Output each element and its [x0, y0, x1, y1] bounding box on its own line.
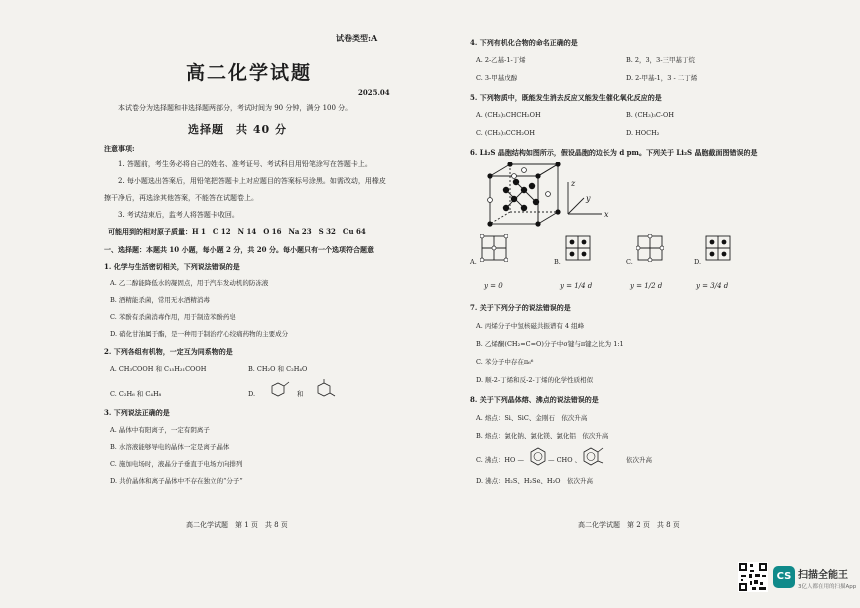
axis-y-label: y: [586, 194, 591, 203]
watermark-tagline: 3亿人都在用的扫描App: [798, 584, 857, 590]
q5-option-d: D. HOCH₂: [626, 129, 660, 137]
benzene-ring-icon: [580, 442, 610, 468]
part1-heading: 一、选择题：本题共 10 小题，每小题 2 分，共 20 分。每小题只有一个选项符合题意: [104, 245, 374, 254]
benzene-ring-icon: [528, 446, 548, 468]
q6-option-d: D.: [694, 258, 702, 266]
camscanner-logo-icon: CS: [773, 566, 795, 588]
note-3: 3. 考试结束后，监考人将答题卡收回。: [118, 211, 239, 219]
q6-option-a: A.: [470, 258, 477, 266]
benzene-ring-icon: [318, 383, 330, 396]
note-2: 2. 每小题选出答案后，用铅笔把答题卡上对应题目的答案标号涂黑。如需改动，用橡皮: [118, 177, 386, 185]
q6-d-caption: y = 3/4 d: [696, 282, 729, 290]
q8-c-cho: — CHO 、: [548, 456, 582, 464]
question-3: 3. 下列说法正确的是: [104, 408, 170, 417]
question-2: 2. 下列各组有机物，一定互为同系物的是: [104, 347, 233, 356]
note-1: 1. 答题前，考生务必将自己的姓名、准考证号、考试科目用铅笔涂写在答题卡上。: [118, 160, 372, 168]
q5-option-c: C. (CH₃)₃CCH₂OH: [476, 129, 536, 137]
atomic-masses: 可能用到的相对原子质量：H 1 C 12 N 14 O 16 Na 23 S 32 Cu 64: [108, 227, 366, 236]
q4-option-b: B. 2，3，3-三甲基丁烷: [626, 56, 696, 64]
q6-b-section: [564, 234, 592, 262]
question-4: 4. 下列有机化合物的命名正确的是: [470, 38, 578, 47]
page-footer: 高二化学试题 第 1 页 共 8 页: [186, 521, 288, 529]
page-2: [430, 0, 860, 608]
q6-a-caption: y = 0: [484, 282, 503, 290]
q1-option-b: B. 酒精能杀菌，常用无水酒精消毒: [110, 296, 210, 304]
axis-x-label: x: [604, 210, 609, 219]
q3-option-a: A. 晶体中有阳离子，一定有阴离子: [110, 426, 210, 434]
q7-option-c: C. 苯分子中存在π₆⁶: [476, 358, 534, 366]
q7-option-b: B. 乙烯酮(CH₂=C=O)分子中σ键与π键之比为 1:1: [476, 340, 624, 348]
notes-title: 注意事项:: [104, 144, 135, 153]
q6-b-caption: y = 1/4 d: [560, 282, 593, 290]
q8-option-b: B. 熔点：氯化钠、氯化镁、氯化铝 依次升高: [476, 432, 609, 440]
page-title: 高二化学试题: [186, 62, 313, 84]
q4-option-d: D. 2-甲基-1，3 - 二丁烯: [626, 74, 698, 82]
watermark-app-name: 扫描全能王: [798, 570, 848, 581]
q2-option-c: C. C₂H₆ 和 C₄H₈: [110, 390, 162, 398]
q8-c-suffix: 依次升高: [626, 456, 652, 464]
question-5: 5. 下列物质中，既能发生消去反应又能发生催化氧化反应的是: [470, 93, 662, 102]
q7-option-d: D. 顺-2-丁烯和反-2-丁烯的化学性质相似: [476, 376, 594, 384]
question-6: 6. Li₂S 晶胞结构如图所示，假设晶胞的边长为 d pm。下列关于 Li₂S 晶胞截面图错误的是: [470, 148, 758, 157]
q8-option-a: A. 熔点：Si、SiC、金刚石 依次升高: [476, 414, 588, 422]
note-2-cont: 擦干净后，再选涂其他答案，不能答在试题卷上。: [104, 194, 258, 202]
q8-option-d: D. 沸点：H₂S、H₂Se、H₂O 依次升高: [476, 477, 594, 485]
q2-option-b: B. CH₂O 和 C₂H₄O: [248, 365, 308, 373]
q5-option-a: A. (CH₃)₂CHCH₂OH: [476, 111, 541, 119]
intro-text: 本试卷分为选择题和非选择题两部分，考试时间为 90 分钟，满分 100 分。: [118, 104, 353, 112]
question-1: 1. 化学与生活密切相关，下列说法错误的是: [104, 262, 240, 271]
q5-option-b: B. (CH₃)₃C-OH: [626, 111, 675, 119]
crystal-cell-diagram: [486, 162, 566, 230]
axes-diagram: [562, 178, 606, 222]
question-7: 7. 关于下列分子的说法错误的是: [470, 303, 571, 312]
q8-option-c: C. 沸点：HO —: [476, 456, 524, 464]
page-footer: 高二化学试题 第 2 页 共 8 页: [578, 521, 680, 529]
q2-d-and: 和: [297, 390, 304, 398]
q6-c-section: [636, 234, 664, 262]
q1-option-d: D. 硝化甘油属于酯，是一种用于制治疗心绞痛药物的主要成分: [110, 330, 289, 338]
q6-c-caption: y = 1/2 d: [630, 282, 663, 290]
exam-date: 2025.04: [358, 88, 390, 97]
q1-option-c: C. 苯酚有杀菌消毒作用，用于制造苯酚药皂: [110, 313, 236, 321]
benzene-ring-icon: [272, 383, 284, 396]
q6-option-c: C.: [626, 258, 633, 266]
axis-z-label: z: [571, 179, 576, 188]
q6-d-section: [704, 234, 732, 262]
question-8: 8. 关于下列晶体熔、沸点的说法错误的是: [470, 395, 599, 404]
q4-option-a: A. 2-乙基-1-丁烯: [476, 56, 526, 64]
q3-option-c: C. 施加电场时，液晶分子垂直于电场方向排列: [110, 460, 243, 468]
q3-option-b: B. 水溶液能够导电的晶体一定是离子晶体: [110, 443, 230, 451]
q2-option-d: D.: [248, 390, 256, 398]
q6-option-b: B.: [554, 258, 561, 266]
q1-option-a: A. 乙二醇能降低水的凝固点，用于汽车发动机的防冻液: [110, 279, 269, 287]
exam-type: 试卷类型:A: [336, 33, 378, 43]
q2-option-a: A. CH₃COOH 和 C₁₅H₃₁COOH: [110, 365, 207, 373]
section-heading: 选择题 共 40 分: [188, 123, 287, 136]
qr-code-icon: [738, 562, 768, 592]
q4-option-c: C. 3-甲基戊醇: [476, 74, 518, 82]
q3-option-d: D. 共价晶体和离子晶体中不存在独立的“分子”: [110, 477, 243, 485]
q6-a-section: [480, 234, 508, 262]
q7-option-a: A. 丙烯分子中氢核磁共振谱有 4 组峰: [476, 322, 585, 330]
